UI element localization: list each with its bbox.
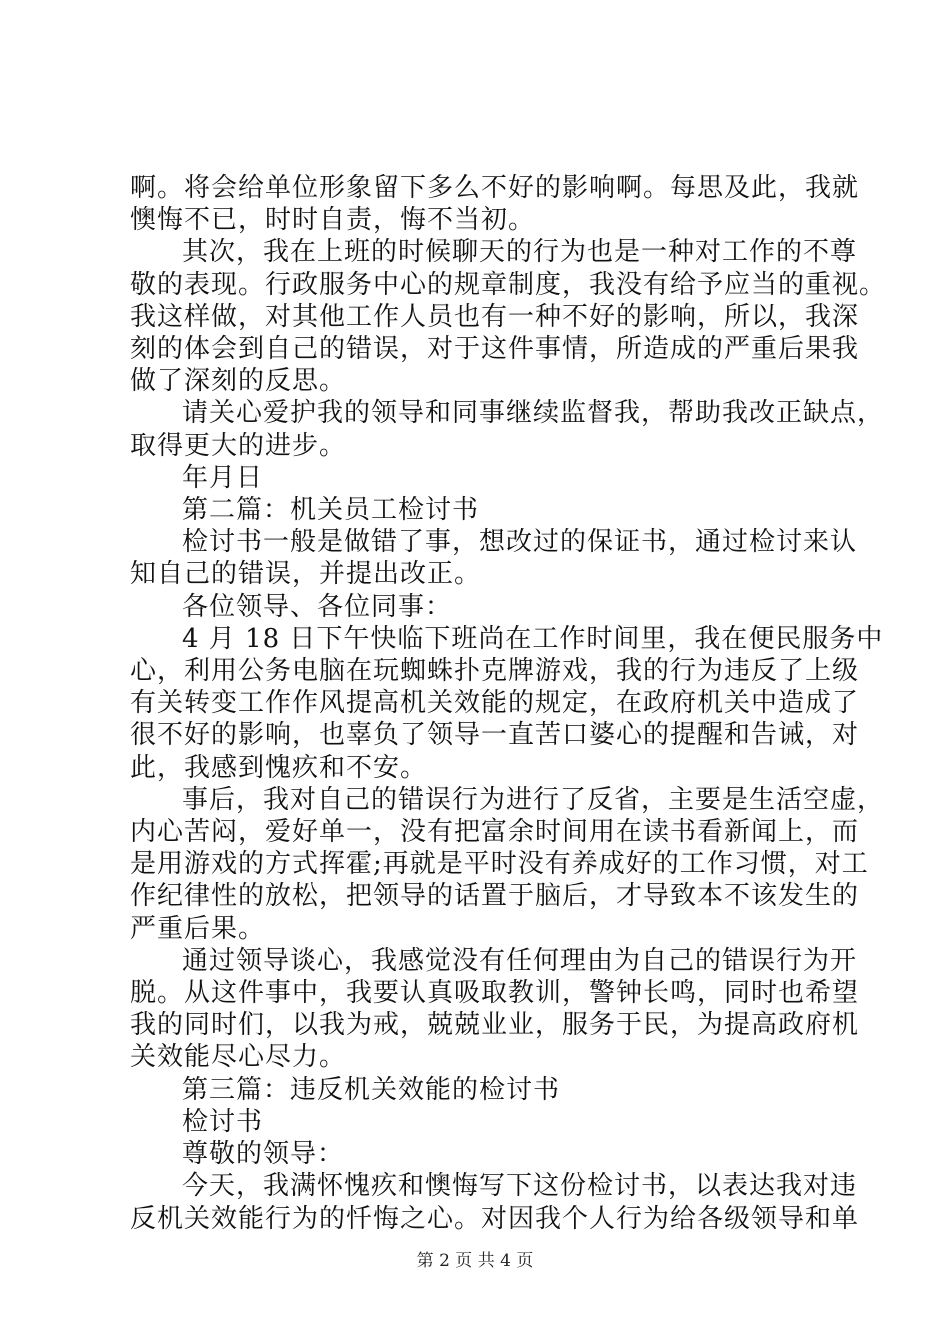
text-line: 有关转变工作作风提高机关效能的规定，在政府机关中造成了	[130, 688, 860, 719]
text-line: 反机关效能行为的忏悔之心。对因我个人行为给各级领导和单	[130, 1203, 860, 1234]
text-line: 检讨书一般是做错了事，想改过的保证书，通过检讨来认	[182, 527, 858, 558]
text-line: 关效能尽心尽力。	[130, 1042, 347, 1073]
text-line: 做了深刻的反思。	[130, 366, 347, 397]
text-line: 请关心爱护我的领导和同事继续监督我，帮助我改正缺点，	[182, 398, 885, 429]
text-line: 啊。将会给单位形象留下多么不好的影响啊。每思及此，我就	[130, 173, 860, 203]
text-line: 脱。从这件事中，我要认真吸取教训，警钟长鸣，同时也希望	[130, 978, 860, 1009]
text-line: 通过领导谈心，我感觉没有任何理由为自己的错误行为开	[182, 945, 858, 976]
text-line: 很不好的影响，也辜负了领导一直苦口婆心的提醒和告诫，对	[130, 720, 860, 751]
section-heading: 第三篇：违反机关效能的检讨书	[182, 1074, 561, 1105]
text-line: 知自己的错误，并提出改正。	[130, 559, 482, 590]
text-line: 今天，我满怀愧疚和懊悔写下这份检讨书，以表达我对违	[182, 1171, 858, 1202]
salutation: 尊敬的领导：	[182, 1139, 345, 1170]
text-line: 严重后果。	[130, 913, 266, 944]
page-number-footer: 第 2 页 共 4 页	[416, 1251, 534, 1271]
text-line: 其次，我在上班的时候聊天的行为也是一种对工作的不尊	[182, 237, 858, 268]
section-heading: 第二篇：机关员工检讨书	[182, 495, 480, 526]
document-body	[130, 172, 887, 1235]
text-line: 4 月 18 日下午快临下班尚在工作时间里，我在便民服务中	[182, 623, 884, 654]
text-line: 刻的体会到自己的错误，对于这件事情，所造成的严重后果我	[130, 334, 860, 365]
text-line: 取得更大的进步。	[130, 430, 347, 461]
text-line: 懊悔不已，时时自责，悔不当初。	[130, 205, 536, 236]
text-line: 敬的表现。行政服务中心的规章制度，我没有给予应当的重视。	[130, 269, 887, 300]
text-line: 内心苦闷，爱好单一，没有把富余时间用在读书看新闻上，而	[130, 817, 860, 848]
salutation: 各位领导、各位同事：	[182, 591, 453, 622]
document-title: 检讨书	[182, 1106, 264, 1137]
date-line: 年月日	[182, 462, 264, 493]
text-line: 此，我感到愧疚和不安。	[130, 752, 428, 783]
text-line: 是用游戏的方式挥霍;再就是平时没有养成好的工作习惯，对工	[130, 849, 869, 880]
text-line: 我的同时们，以我为戒，兢兢业业，服务于民，为提高政府机	[130, 1010, 860, 1041]
text-line: 我这样做，对其他工作人员也有一种不好的影响，所以，我深	[130, 301, 860, 332]
text-line: 事后，我对自己的错误行为进行了反省，主要是生活空虚，	[182, 784, 885, 815]
text-line: 心，利用公务电脑在玩蜘蛛扑克牌游戏，我的行为违反了上级	[130, 656, 860, 687]
text-line: 作纪律性的放松，把领导的话置于脑后，才导致本不该发生的	[130, 881, 860, 912]
